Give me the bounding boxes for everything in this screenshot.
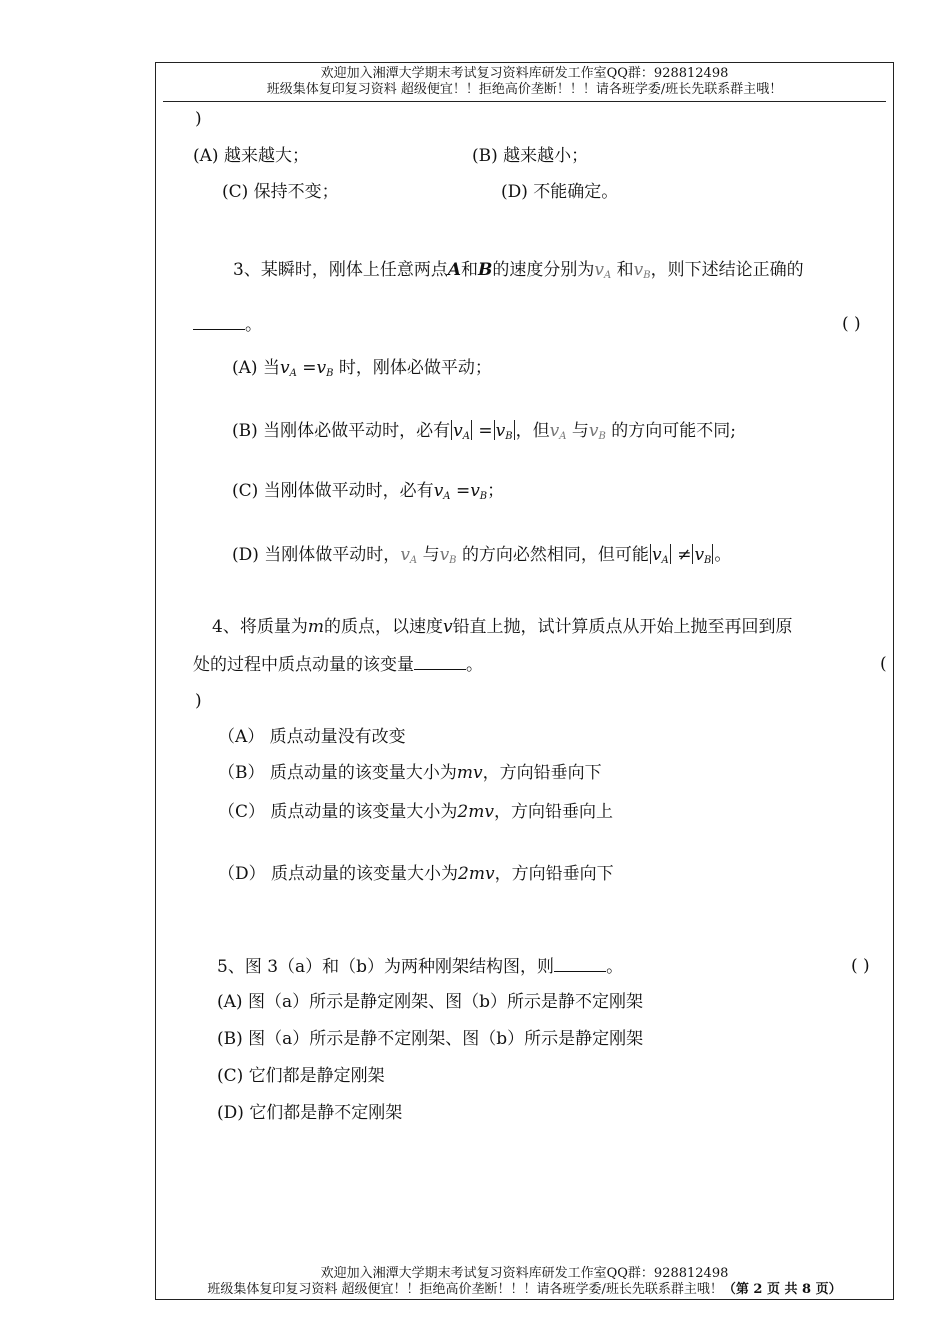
q2-option-d: (D) 不能确定。 [501, 182, 619, 202]
header-line-1: 欢迎加入湘潭大学期末考试复习资料库研发工作室QQ群：928812498 [320, 66, 729, 81]
q4-option-a: （A） 质点动量没有改变 [218, 727, 406, 747]
q4-option-c: （C） 质点动量的该变量大小为2mv，方向铅垂向上 [218, 802, 613, 822]
q3-option-a: (A) 当$v_A =v_B$ 时，刚体必做平动； [232, 358, 492, 379]
q5-option-a: (A) 图（a）所示是静定刚架、图（b）所示是静不定刚架 [217, 992, 643, 1012]
q3-answer-paren: ( ) [842, 314, 861, 334]
q3-option-d: (D) 当刚体做平动时，$v_A$ 与$v_B$ 的方向必然相同，但可能 $v_A \ne v_B$ 。 [232, 545, 732, 566]
q3-stem-line-1: 3、某瞬时，刚体上任意两点A和B的速度分别为$v_A$ 和$v_B$，则下述结论正确的 [233, 260, 804, 281]
q4-open-paren: ( [880, 654, 887, 674]
q2-option-b: (B) 越来越小； [472, 146, 589, 166]
q4-stem-line-2: 处的过程中质点动量的该变量 。 [193, 655, 483, 675]
velocity-symbol: v [442, 617, 453, 637]
answer-blank [554, 955, 606, 972]
q4-close-paren: ) [195, 691, 202, 711]
q5-option-d: (D) 它们都是静不定刚架 [217, 1103, 403, 1123]
page-number: （第 2 页 共 8 页） [722, 1282, 842, 1297]
page-header [155, 66, 894, 98]
answer-blank [193, 313, 245, 330]
q3-option-c: (C) 当刚体做平动时，必有$v_A =v_B$； [232, 481, 505, 502]
q4-option-d: （D） 质点动量的该变量大小为2mv，方向铅垂向下 [218, 864, 614, 884]
q3-stem-line-2: 。 [193, 313, 262, 336]
answer-blank [414, 653, 466, 670]
footer-line-2: 班级集体复印复习资料 超级便宜！！拒绝高价垄断！！！请各班学委/班长先联系群主哦！（第 2 页 共 8 页） [207, 1282, 842, 1297]
mass-symbol: m [307, 617, 324, 637]
page-footer [155, 1266, 894, 1298]
q2-option-c: (C) 保持不变； [222, 182, 339, 202]
q4-option-b: （B） 质点动量的该变量大小为mv，方向铅垂向下 [218, 763, 602, 783]
header-divider [163, 101, 886, 102]
q2-close-paren: ) [195, 109, 202, 129]
q2-option-a: (A) 越来越大； [193, 146, 309, 166]
q5-answer-paren: ( ) [851, 956, 870, 976]
point-b: B [478, 260, 493, 280]
q5-option-c: (C) 它们都是静定刚架 [217, 1066, 385, 1086]
header-line-2: 班级集体复印复习资料 超级便宜！！拒绝高价垄断！！！请各班学委/班长先联系群主哦！ [266, 82, 783, 97]
point-a: A [447, 260, 462, 280]
q4-stem-line-1: 4、将质量为m的质点，以速度v铅直上抛，试计算质点从开始上抛至再回到原 [212, 617, 793, 637]
footer-line-1: 欢迎加入湘潭大学期末考试复习资料库研发工作室QQ群：928812498 [320, 1266, 729, 1281]
q5-stem: 5、图 3（a）和（b）为两种刚架结构图，则 。 [217, 957, 624, 977]
q3-option-b: (B) 当刚体必做平动时，必有 $v_A = v_B$ ，但$v_A$ 与$v_B$ 的方向可能不同; [232, 421, 736, 442]
q5-option-b: (B) 图（a）所示是静不定刚架、图（b）所示是静定刚架 [217, 1029, 644, 1049]
